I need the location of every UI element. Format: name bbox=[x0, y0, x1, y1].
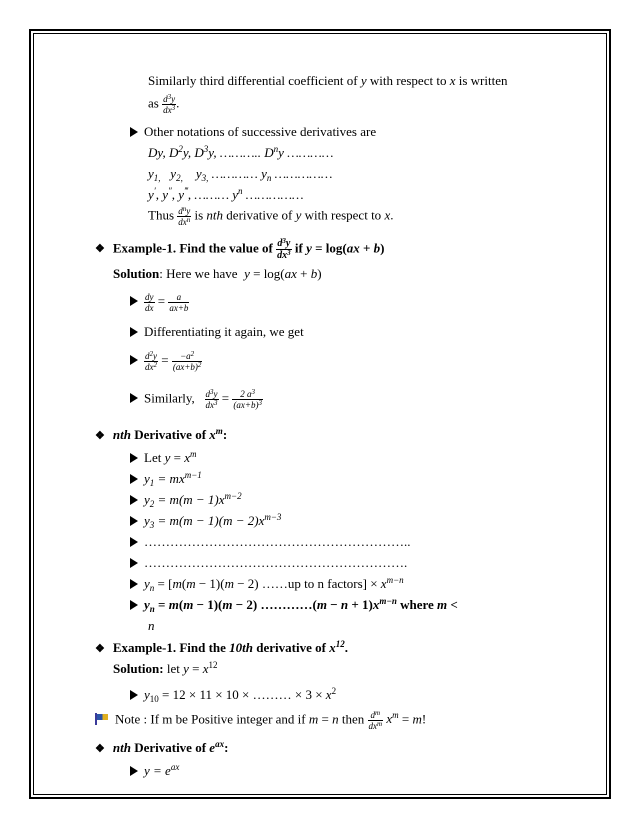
text-line: as $\frac{d^3y}{dx^3}$ . bbox=[148, 93, 180, 115]
arrow-bullet-icon bbox=[130, 474, 138, 484]
list-item: ……………………………………………………. bbox=[130, 555, 407, 571]
list-item: $y_n = m(m - 1)(m - 2)$ …………(m − $n + 1)x^{m-n}$ where m < bbox=[130, 597, 458, 613]
arrow-bullet-icon bbox=[130, 579, 138, 589]
diamond-bullet-icon: ❖ bbox=[95, 743, 105, 755]
example-heading: ❖ Example-1. Find the 10th derivative of $x^{12}$. bbox=[95, 639, 348, 655]
math-line: $y_{1,}$ $y_{2,}$ $y_{3,}$ ………… $y_n$ …………… bbox=[148, 166, 333, 183]
note-line: Note : If m be Positive integer and if m = n then $\frac{d^m}{dx^m}$ $x^m = m$! bbox=[95, 710, 426, 731]
math-line: n bbox=[148, 618, 155, 633]
arrow-bullet-icon bbox=[130, 296, 138, 306]
list-item: …………………………………………………….. bbox=[130, 534, 411, 550]
list-item: $\frac{dy}{dx}$ = $\frac{a}{ax+b}$ bbox=[130, 292, 189, 313]
list-item: $y_n = [m(m - 1)(m - 2)$ ……up to n factors] × $x^{m-n}$ bbox=[130, 576, 404, 592]
arrow-bullet-icon bbox=[130, 355, 138, 365]
solution-line: Solution: let $y = x^{12}$ bbox=[113, 660, 218, 676]
list-item: $y = e^{ax}$ bbox=[130, 763, 179, 779]
arrow-bullet-icon bbox=[130, 766, 138, 776]
list-item: Let $y = x^m$ bbox=[130, 450, 196, 466]
list-item: $y_3 = m(m - 1)(m - 2)x^{m-3}$ bbox=[130, 513, 281, 529]
arrow-bullet-icon bbox=[130, 558, 138, 568]
arrow-bullet-icon bbox=[130, 327, 138, 337]
list-item: Similarly, $\frac{d^3y}{dx^3}$ = $\frac{2 a^3}{(ax+b)^3}$ bbox=[130, 389, 263, 410]
arrow-bullet-icon bbox=[130, 516, 138, 526]
list-item: $y_1 = mx^{m-1}$ bbox=[130, 471, 202, 487]
section-heading: ❖ nth Derivative of $x^m$: bbox=[95, 426, 228, 442]
list-item: $y_2 = m(m - 1)x^{m-2}$ bbox=[130, 492, 242, 508]
list-item: Other notations of successive derivatives are bbox=[130, 124, 376, 140]
diamond-bullet-icon: ❖ bbox=[95, 243, 105, 256]
list-item: $\frac{d^2y}{dx^2}$ = $\frac{-a^2}{(ax+b)^2}$ bbox=[130, 351, 202, 372]
text-line: Similarly third differential coefficient of y with respect to x is written bbox=[148, 73, 508, 88]
diamond-bullet-icon: ❖ bbox=[95, 430, 105, 442]
arrow-bullet-icon bbox=[130, 690, 138, 700]
example-heading: ❖ Example-1. Find the value of $\frac{d^3y}{dx^3}$ if y = log(ax + b) bbox=[95, 237, 385, 261]
section-heading: ❖ nth Derivative of $e^{ax}$: bbox=[95, 739, 229, 755]
math-line: y′, y″, y‴, ……… $y^n$ …………… bbox=[148, 186, 304, 202]
arrow-bullet-icon bbox=[130, 127, 138, 137]
diamond-bullet-icon: ❖ bbox=[95, 643, 105, 655]
arrow-bullet-icon bbox=[130, 600, 138, 610]
flag-icon bbox=[95, 713, 109, 725]
math-line: Thus $\frac{d^ny}{dx^n}$ is nth derivative of y with respect to x. bbox=[148, 205, 394, 227]
list-item: Differentiating it again, we get bbox=[130, 324, 304, 340]
math-line: Dy, $D^2y$, $D^3y$, ……….. $D^ny$ ………… bbox=[148, 144, 334, 160]
arrow-bullet-icon bbox=[130, 453, 138, 463]
arrow-bullet-icon bbox=[130, 393, 138, 403]
solution-line: Solution: Here we have y = log(ax + b) bbox=[113, 266, 322, 281]
arrow-bullet-icon bbox=[130, 495, 138, 505]
list-item: $y_{10} = 12 \times 11 \times 10$ × ……… × $3 \times x^2$ bbox=[130, 687, 336, 703]
arrow-bullet-icon bbox=[130, 537, 138, 547]
